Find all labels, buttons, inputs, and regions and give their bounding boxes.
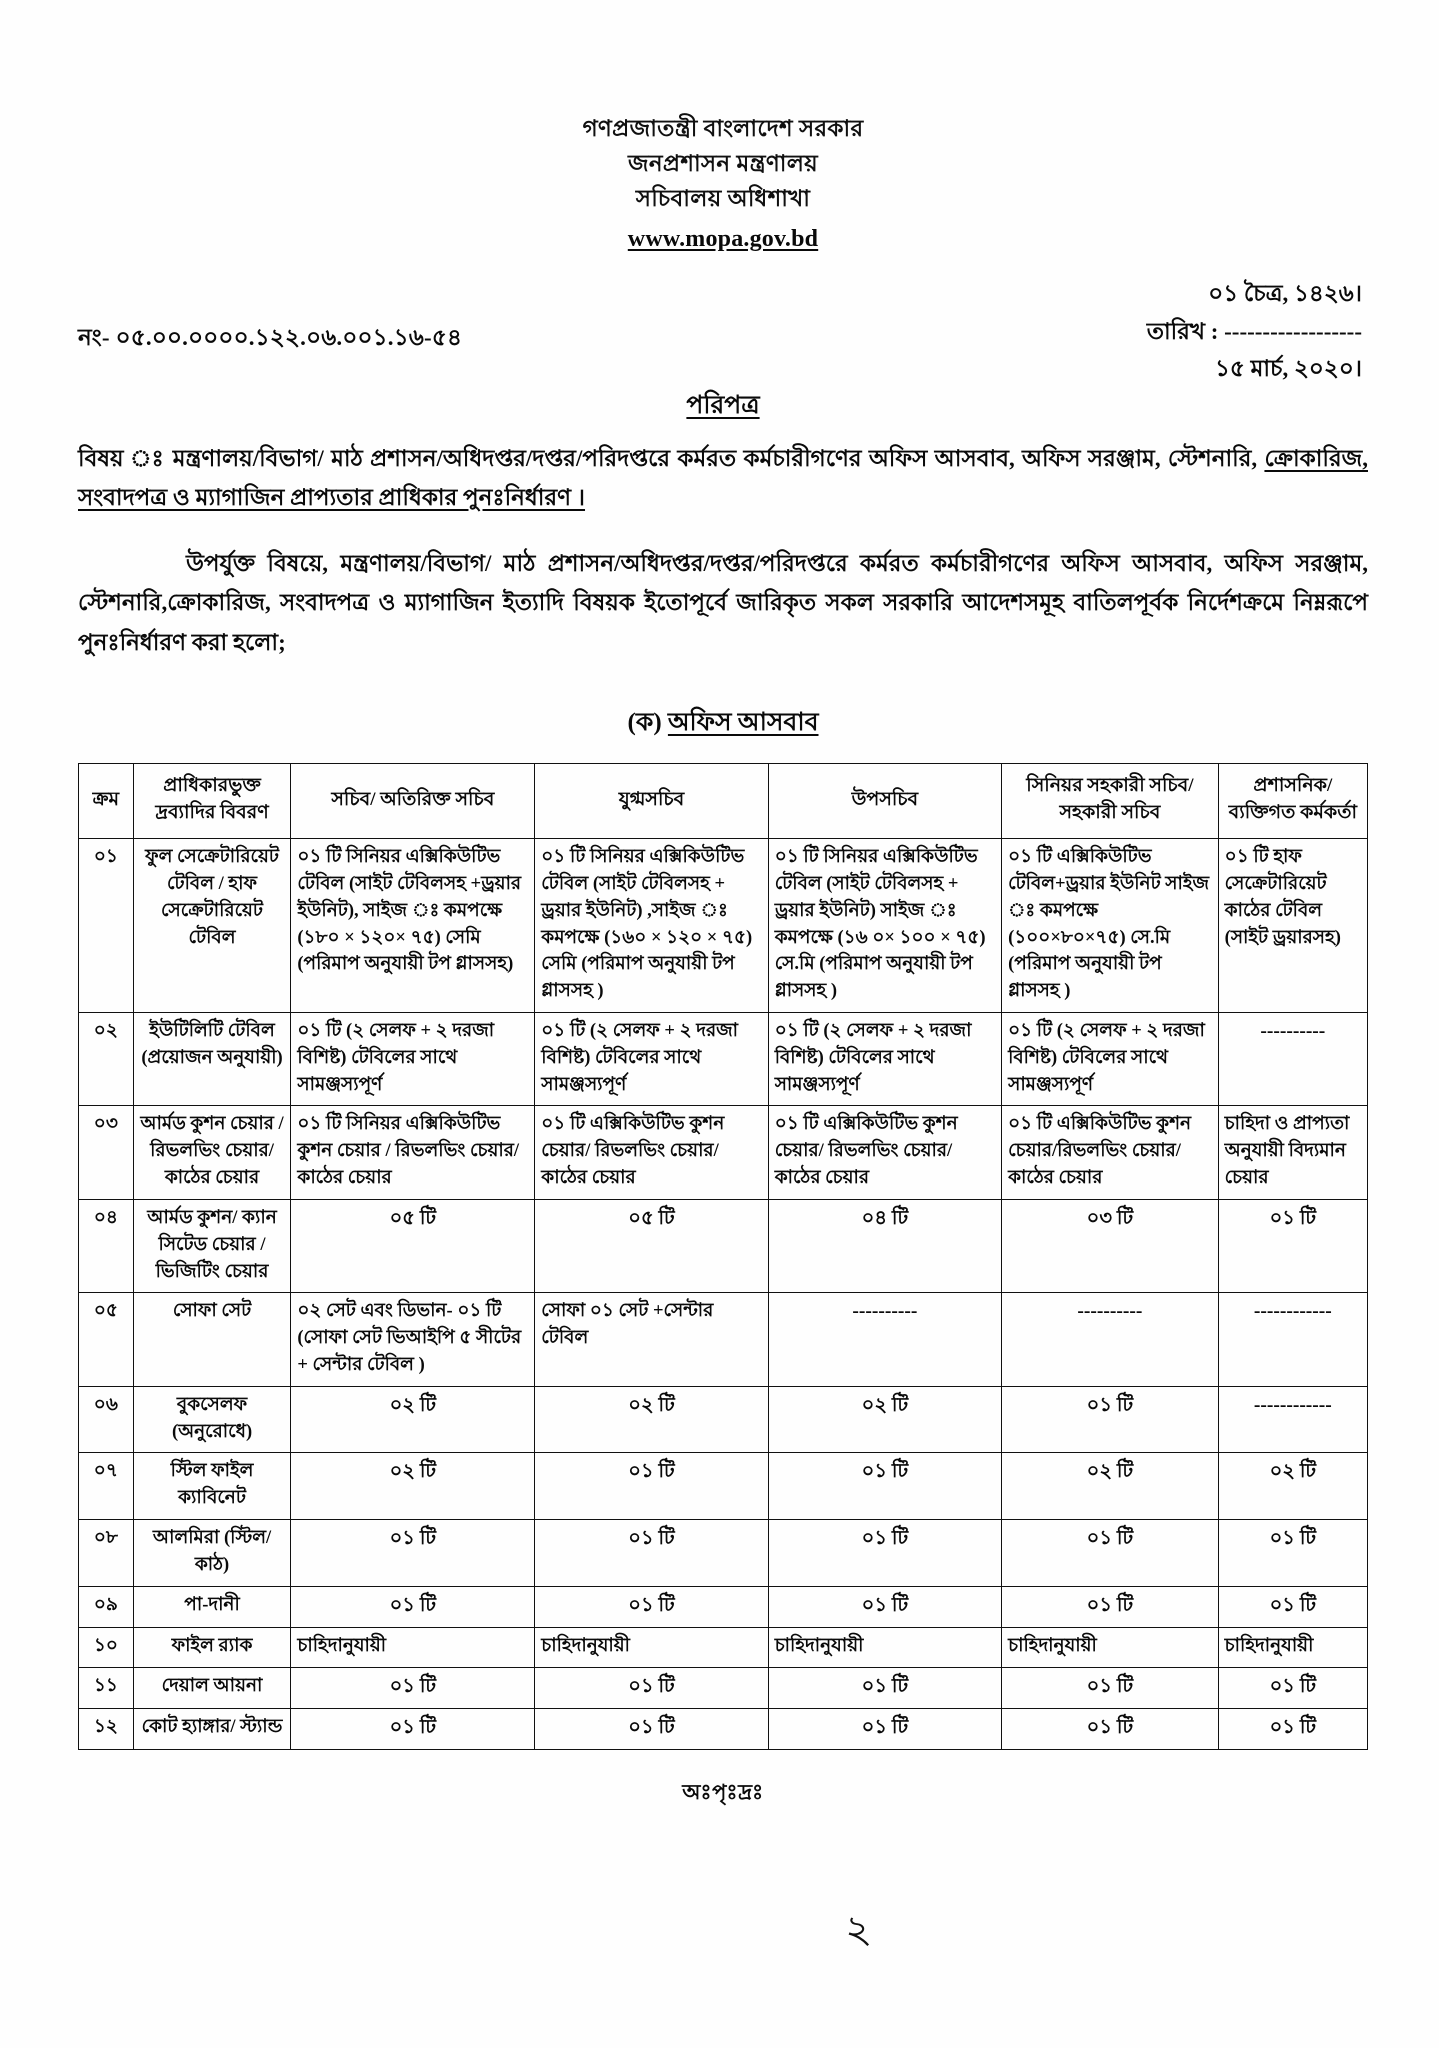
page-title-text: পরিপত্র <box>686 392 760 420</box>
column-header-serial: ক্রম <box>79 764 134 839</box>
cell-assistant-secretary: ০১ টি <box>1002 1520 1219 1587</box>
table-row <box>79 1013 1368 1106</box>
cell-deputy-secretary: ০৪ টি <box>768 1199 1001 1292</box>
cell-joint-secretary: ০১ টি সিনিয়র এক্সিকিউটিভ টেবিল (সাইট টেবিলসহ + ড্রয়ার ইউনিট) ,সাইজ ঃ কমপক্ষে (১৬০ × ১২০ × ৭৫) সেমি (পরিমাপ অনুযায়ী টপ গ্লাসসহ ) <box>535 839 768 1013</box>
section-heading <box>78 702 1368 745</box>
cell-assistant-secretary: ০১ টি <box>1002 1586 1219 1627</box>
cell-admin-officer: চাহিদা ও প্রাপ্যতা অনুযায়ী বিদ্যমান চেয়ার <box>1218 1106 1367 1199</box>
cell-secretary: ০৫ টি <box>291 1199 535 1292</box>
cell-secretary: ০২ টি <box>291 1453 535 1520</box>
subject-block <box>78 440 1368 517</box>
cell-serial: ০৩ <box>79 1106 134 1199</box>
cell-item-description: ফুল সেক্রেটারিয়েট টেবিল / হাফ সেক্রেটারিয়েট টেবিল <box>133 839 291 1013</box>
cell-joint-secretary: ০১ টি এক্সিকিউটিভ কুশন চেয়ার/ রিভলভিং চেয়ার/ কাঠের চেয়ার <box>535 1106 768 1199</box>
cell-serial: ১১ <box>79 1667 134 1708</box>
cell-deputy-secretary: ০১ টি (২ সেলফ + ২ দরজা বিশিষ্ট) টেবিলের সাথে সামঞ্জস্যপূর্ণ <box>768 1013 1001 1106</box>
table-row <box>79 1520 1368 1587</box>
cell-serial: ০৮ <box>79 1520 134 1587</box>
cell-deputy-secretary: ০১ টি <box>768 1709 1001 1750</box>
table-row <box>79 1453 1368 1520</box>
cell-deputy-secretary: ০১ টি <box>768 1586 1001 1627</box>
memo-number: নং- ০৫.০০.০০০০.১২২.০৬.০০১.১৬-৫৪ <box>78 325 463 351</box>
cell-item-description: দেয়াল আয়না <box>133 1667 291 1708</box>
website-link[interactable]: www.mopa.gov.bd <box>627 225 819 252</box>
cell-joint-secretary: ০১ টি <box>535 1453 768 1520</box>
cell-deputy-secretary: ০২ টি <box>768 1386 1001 1453</box>
column-header-joint-secretary: যুগ্মসচিব <box>535 764 768 839</box>
table-header-row <box>79 764 1368 839</box>
cell-admin-officer: ০১ টি <box>1218 1709 1367 1750</box>
cell-admin-officer: ---------- <box>1218 1013 1367 1106</box>
bangla-date: ০১ চৈত্র, ১৪২৬। <box>1208 281 1362 307</box>
cell-joint-secretary: ০৫ টি <box>535 1199 768 1292</box>
cell-item-description: ফাইল র‍্যাক <box>133 1627 291 1667</box>
english-date: ১৫ মার্চ, ২০২০। <box>1215 355 1362 381</box>
cell-secretary: ০১ টি সিনিয়র এক্সিকিউটিভ টেবিল (সাইট টেবিলসহ +ড্রয়ার ইউনিট), সাইজ ঃ কমপক্ষে (১৮০ × ১২০× ৭৫) সেমি (পরিমাপ অনুযায়ী টপ গ্লাসসহ) <box>291 839 535 1013</box>
cell-item-description: ইউটিলিটি টেবিল (প্রয়োজন অনুযায়ী) <box>133 1013 291 1106</box>
cell-item-description: আর্মড কুশন চেয়ার /রিভলভিং চেয়ার/ কাঠের চেয়ার <box>133 1106 291 1199</box>
cell-serial: ১০ <box>79 1627 134 1667</box>
cell-deputy-secretary: ০১ টি <box>768 1453 1001 1520</box>
letterhead <box>78 0 1368 257</box>
handwritten-page-number: ২ <box>842 1905 874 1954</box>
column-header-assistant-secretary: সিনিয়র সহকারী সচিব/ সহকারী সচিব <box>1002 764 1219 839</box>
cell-secretary: ০১ টি <box>291 1709 535 1750</box>
column-header-secretary: সচিব/ অতিরিক্ত সচিব <box>291 764 535 839</box>
cell-admin-officer: ------------ <box>1218 1386 1367 1453</box>
table-row <box>79 1199 1368 1292</box>
cell-joint-secretary: চাহিদানুযায়ী <box>535 1627 768 1667</box>
cell-assistant-secretary: ০১ টি এক্সিকিউটিভ টেবিল+ড্রয়ার ইউনিট সাইজ ঃ কমপক্ষে (১০০×৮০×৭৫) সে.মি (পরিমাপ অনুযায়ী টপ গ্লাসসহ ) <box>1002 839 1219 1013</box>
cell-serial: ০৪ <box>79 1199 134 1292</box>
ministry-name: জনপ্রশাসন মন্ত্রণালয় <box>627 150 819 176</box>
cell-joint-secretary: ০১ টি <box>535 1667 768 1708</box>
cell-secretary: ০১ টি (২ সেলফ + ২ দরজা বিশিষ্ট) টেবিলের সাথে সামঞ্জস্যপূর্ণ <box>291 1013 535 1106</box>
section-label: অফিস আসবাব <box>667 709 819 737</box>
memo-header <box>78 275 1368 379</box>
cell-assistant-secretary: চাহিদানুযায়ী <box>1002 1627 1219 1667</box>
date-label: তারিখ : ------------------ <box>1146 318 1362 344</box>
table-row <box>79 1627 1368 1667</box>
cell-serial: ০৭ <box>79 1453 134 1520</box>
cell-admin-officer: ------------ <box>1218 1293 1367 1386</box>
cell-secretary: চাহিদানুযায়ী <box>291 1627 535 1667</box>
cell-assistant-secretary: ০১ টি <box>1002 1709 1219 1750</box>
table-body <box>79 839 1368 1750</box>
document-sheet <box>78 0 1368 2048</box>
cell-joint-secretary: সোফা ০১ সেট +সেন্টার টেবিল <box>535 1293 768 1386</box>
column-header-item: প্রাধিকারভুক্ত দ্রব্যাদির বিবরণ <box>133 764 291 839</box>
cell-serial: ১২ <box>79 1709 134 1750</box>
cell-assistant-secretary: ০১ টি (২ সেলফ + ২ দরজা বিশিষ্ট) টেবিলের সাথে সামঞ্জস্যপূর্ণ <box>1002 1013 1219 1106</box>
cell-secretary: ০১ টি <box>291 1520 535 1587</box>
cell-item-description: পা-দানী <box>133 1586 291 1627</box>
cell-assistant-secretary: ০১ টি এক্সিকিউটিভ কুশন চেয়ার/রিভলভিং চেয়ার/ কাঠের চেয়ার <box>1002 1106 1219 1199</box>
date-block <box>1147 275 1362 387</box>
continuation-note: অঃপৃঃদ্রঃ <box>682 1780 764 1805</box>
table-row <box>79 1386 1368 1453</box>
subject-label: বিষয় ঃ <box>78 446 166 472</box>
cell-joint-secretary: ০১ টি <box>535 1520 768 1587</box>
column-header-admin-officer: প্রশাসনিক/ ব্যক্তিগত কর্মকর্তা <box>1218 764 1367 839</box>
cell-item-description: কোট হ্যাঙ্গার/ স্ট্যান্ড <box>133 1709 291 1750</box>
cell-admin-officer: ০১ টি <box>1218 1586 1367 1627</box>
cell-secretary: ০১ টি সিনিয়র এক্সিকিউটিভ কুশন চেয়ার / রিভলভিং চেয়ার/ কাঠের চেয়ার <box>291 1106 535 1199</box>
subject-line-1: মন্ত্রণালয়/বিভাগ/ মাঠ প্রশাসন/অধিদপ্তর/দপ্তর/পরিদপ্তরে কর্মরত কর্মচারীগণের অফিস আসবাব, অফিস সরঞ্জাম, স্টেশনারি, <box>172 446 1258 472</box>
cell-joint-secretary: ০১ টি <box>535 1709 768 1750</box>
cell-secretary: ০১ টি <box>291 1667 535 1708</box>
cell-assistant-secretary: ০২ টি <box>1002 1453 1219 1520</box>
cell-deputy-secretary: ০১ টি এক্সিকিউটিভ কুশন চেয়ার/ রিভলভিং চেয়ার/ কাঠের চেয়ার <box>768 1106 1001 1199</box>
cell-admin-officer: চাহিদানুযায়ী <box>1218 1627 1367 1667</box>
cell-admin-officer: ০১ টি <box>1218 1667 1367 1708</box>
cell-deputy-secretary: ০১ টি <box>768 1520 1001 1587</box>
table-row <box>79 839 1368 1013</box>
cell-deputy-secretary: ০১ টি <box>768 1667 1001 1708</box>
cell-serial: ০২ <box>79 1013 134 1106</box>
body-paragraph <box>78 544 1368 663</box>
cell-joint-secretary: ০২ টি <box>535 1386 768 1453</box>
cell-admin-officer: ০১ টি <box>1218 1199 1367 1292</box>
body-paragraph-text: উপর্যুক্ত বিষয়ে, মন্ত্রণালয়/বিভাগ/ মাঠ প্রশাসন/অধিদপ্তর/দপ্তর/পরিদপ্তরে কর্মরত কর্মচারীগণের অফিস আসবাব, অফিস সরঞ্জাম, স্টেশনারি,ক্রোকারিজ, সংবাদপত্র ও ম্যাগাজিন ইত্যাদি বিষয়ক ইতোপূর্বে জারিকৃত সকল সরকারি আদেশসমূহ বাতিলপূর্বক নির্দেশক্রমে নিম্নরূপে পুনঃনির্ধারণ করা হলো; <box>78 550 1368 655</box>
cell-admin-officer: ০১ টি হাফ সেক্রেটারিয়েট কাঠের টেবিল (সাইট ড্রয়ারসহ) <box>1218 839 1367 1013</box>
cell-assistant-secretary: ---------- <box>1002 1293 1219 1386</box>
table-row <box>79 1586 1368 1627</box>
table-row <box>79 1667 1368 1708</box>
cell-item-description: আর্মড কুশন/ ক্যান সিটেড চেয়ার / ভিজিটিং চেয়ার <box>133 1199 291 1292</box>
cell-deputy-secretary: চাহিদানুযায়ী <box>768 1627 1001 1667</box>
cell-serial: ০৫ <box>79 1293 134 1386</box>
column-header-deputy-secretary: উপসচিব <box>768 764 1001 839</box>
cell-item-description: আলমিরা (স্টিল/ কাঠ) <box>133 1520 291 1587</box>
table-row <box>79 1106 1368 1199</box>
cell-serial: ০১ <box>79 839 134 1013</box>
cell-deputy-secretary: ০১ টি সিনিয়র এক্সিকিউটিভ টেবিল (সাইট টেবিলসহ + ড্রয়ার ইউনিট) সাইজ ঃ কমপক্ষে (১৬ ০× ১০০ × ৭৫) সে.মি (পরিমাপ অনুযায়ী টপ গ্লাসসহ ) <box>768 839 1001 1013</box>
cell-item-description: সোফা সেট <box>133 1293 291 1386</box>
cell-serial: ০৬ <box>79 1386 134 1453</box>
cell-item-description: স্টিল ফাইল ক্যাবিনেট <box>133 1453 291 1520</box>
branch-name: সচিবালয় অধিশাখা <box>635 185 811 211</box>
government-name: গণপ্রজাতন্ত্রী বাংলাদেশ সরকার <box>582 116 864 141</box>
cell-admin-officer: ০১ টি <box>1218 1520 1367 1587</box>
cell-secretary: ০২ সেট এবং ডিভান- ০১ টি (সোফা সেট ভিআইপি ৫ সীটের + সেন্টার টেবিল ) <box>291 1293 535 1386</box>
cell-secretary: ০২ টি <box>291 1386 535 1453</box>
cell-assistant-secretary: ০১ টি <box>1002 1667 1219 1708</box>
cell-secretary: ০১ টি <box>291 1586 535 1627</box>
office-furniture-table <box>78 763 1368 1750</box>
cell-admin-officer: ০২ টি <box>1218 1453 1367 1520</box>
cell-joint-secretary: ০১ টি (২ সেলফ + ২ দরজা বিশিষ্ট) টেবিলের সাথে সামঞ্জস্যপূর্ণ <box>535 1013 768 1106</box>
table-row <box>79 1709 1368 1750</box>
cell-joint-secretary: ০১ টি <box>535 1586 768 1627</box>
section-marker: (ক) <box>627 709 662 737</box>
cell-item-description: বুকসেলফ (অনুরোধে) <box>133 1386 291 1453</box>
page-title <box>78 385 1368 428</box>
cell-assistant-secretary: ০১ টি <box>1002 1386 1219 1453</box>
cell-deputy-secretary: ---------- <box>768 1293 1001 1386</box>
table-row <box>79 1293 1368 1386</box>
cell-serial: ০৯ <box>79 1586 134 1627</box>
cell-assistant-secretary: ০৩ টি <box>1002 1199 1219 1292</box>
subject-line-2: ক্রোকারিজ, সংবাদপত্র ও ম্যাগাজিন প্রাপ্যতার প্রাধিকার পুনঃনির্ধারণ । <box>78 446 1368 510</box>
